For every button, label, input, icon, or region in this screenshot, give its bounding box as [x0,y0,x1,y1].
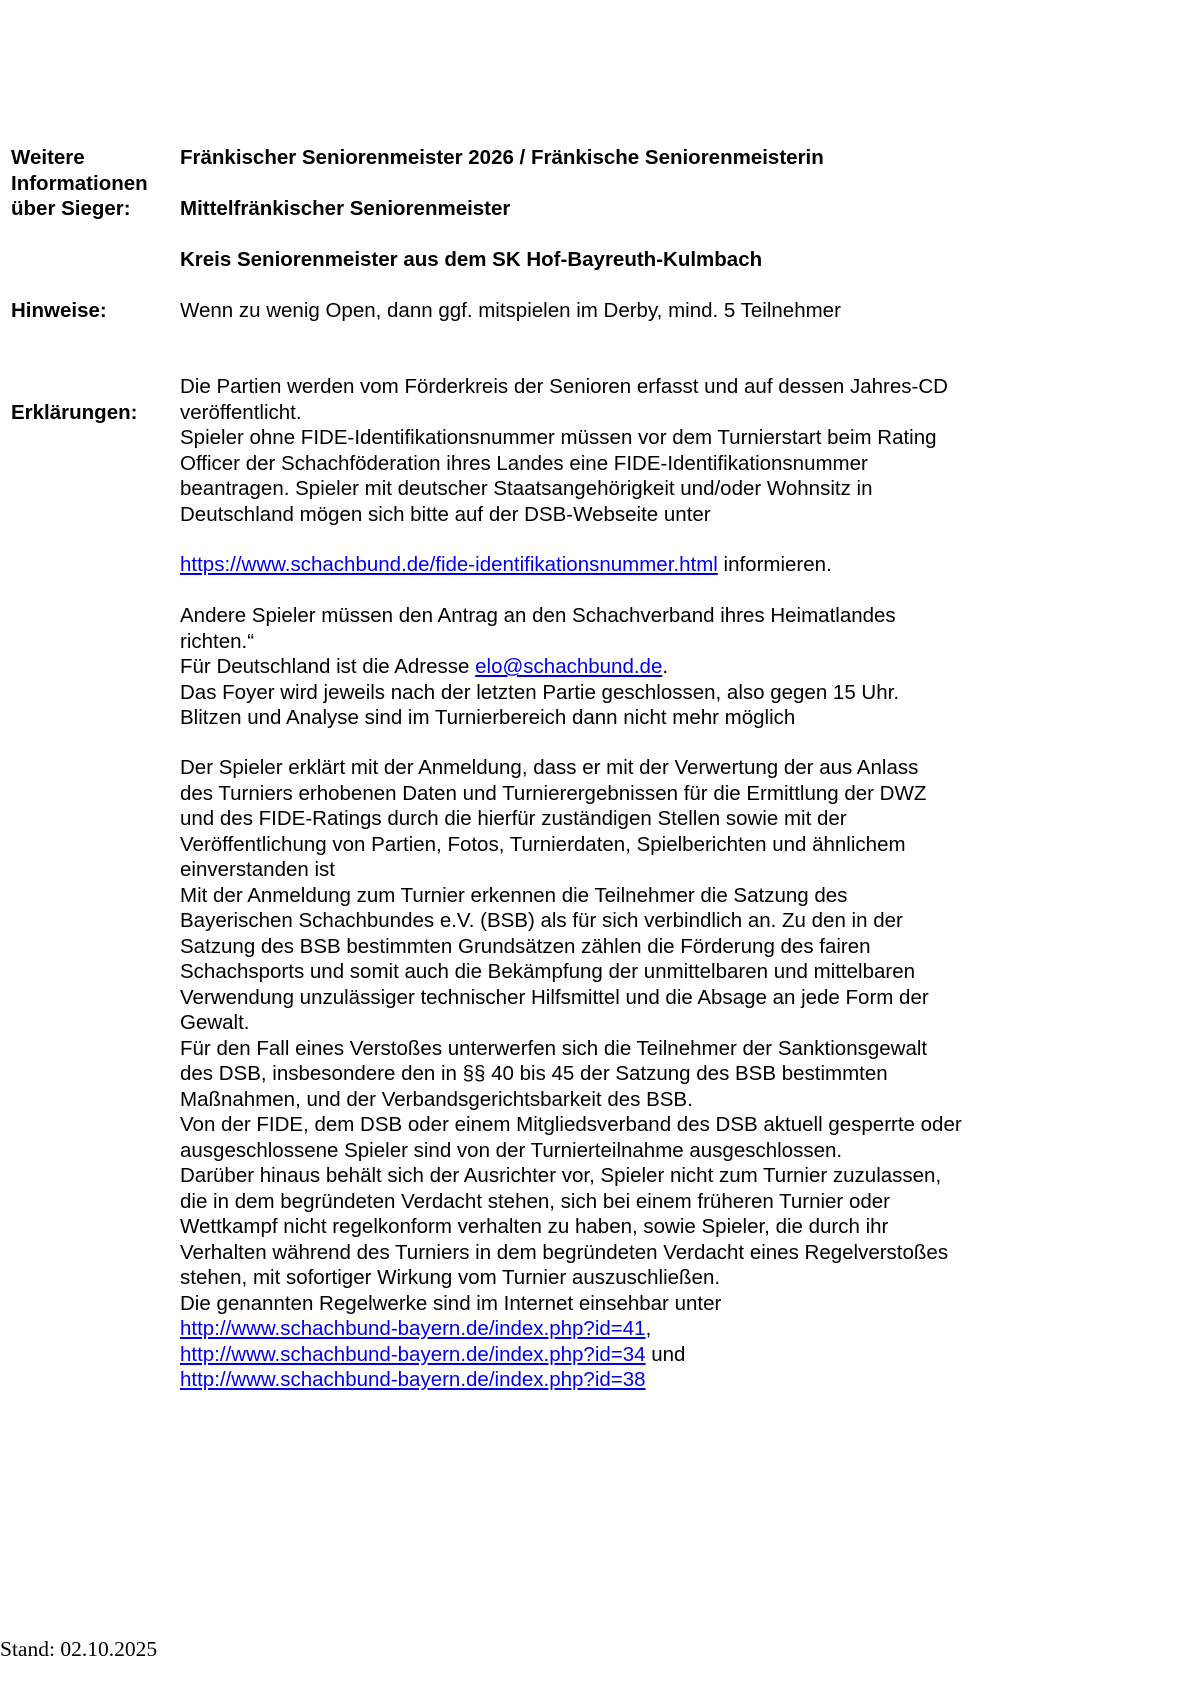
text-line: Der Spieler erklärt mit der Anmeldung, dass er mit der Verwertung der aus Anlass [180,756,919,779]
address-line [180,654,899,680]
text-line: Officer der Schachföderation ihres Landes eine FIDE-Identifikationsnummer [180,451,868,475]
winners-label-line: Informationen [11,171,148,195]
text-line: Schachsports und somit auch die Bekämpfung der unmittelbaren und mittelbaren [180,960,916,983]
fide-id-link[interactable]: https://www.schachbund.de/fide-identifikationsnummer.html [180,553,718,576]
text-line: Maßnahmen, und der Verbandsgerichtsbarkeit des BSB. [180,1087,693,1111]
winners-label-line: über Sieger: [11,197,131,220]
text-line: Spieler ohne FIDE-Identifikationsnummer müssen vor dem Turnierstart beim Rating [180,426,937,449]
fide-link-line [180,552,832,578]
rules-link-41[interactable]: http://www.schachbund-bayern.de/index.php?id=41 [180,1317,646,1340]
text-line: Für den Fall eines Verstoßes unterwerfen sich die Teilnehmer der Sanktionsgewalt [180,1036,928,1060]
text-line: Wettkampf nicht regelkonform verhalten zu haben, sowie Spieler, die durch ihr [180,1215,889,1238]
rules-link-38[interactable]: http://www.schachbund-bayern.de/index.php?id=38 [180,1368,646,1391]
winners-title-2: Mittelfränkischer Seniorenmeister [180,197,511,220]
footer-stand-date: Stand: 02.10.2025 [0,1637,158,1661]
text-line: Die genannten Regelwerke sind im Internet einsehbar unter [180,1291,722,1315]
rule-link-line [180,1367,962,1393]
rule-link-suffix: und [645,1342,686,1366]
explanations-label: Erklärungen: [11,401,138,424]
explanations-paragraph-4 [180,755,962,1393]
text-line: Veröffentlichung von Partien, Fotos, Turnierdaten, Spielberichten und ähnlichem [180,832,906,856]
text-line: Das Foyer wird jeweils nach der letzten Partie geschlossen, also gegen 15 Uhr. [180,680,900,704]
text-line: veröffentlicht. [180,400,302,424]
text-line: richten.“ [180,629,255,653]
hints-label: Hinweise: [11,299,107,322]
text-line: des Turniers erhobenen Daten und Turnierergebnissen für die Ermittlung der DWZ [180,781,927,805]
text-line: Darüber hinaus behält sich der Ausrichter vor, Spieler nicht zum Turnier zuzulassen, [180,1164,942,1187]
text-line: Von der FIDE, dem DSB oder einem Mitgliedsverband des DSB aktuell gesperrte oder [180,1113,962,1136]
winners-title-1: Fränkischer Seniorenmeister 2026 / Fränkische Seniorenmeisterin [180,146,824,169]
text-line: Bayerischen Schachbundes e.V. (BSB) als für sich verbindlich an. Zu den in der [180,909,903,932]
rule-link-line [180,1342,962,1368]
email-link[interactable]: elo@schachbund.de [475,655,663,678]
text-line: ausgeschlossene Spieler sind von der Turnierteilnahme ausgeschlossen. [180,1138,843,1162]
text-line: die in dem begründeten Verdacht stehen, sich bei einem früheren Turnier oder [180,1189,890,1213]
rule-link-suffix: , [645,1317,652,1340]
text-line: beantragen. Spieler mit deutscher Staatsangehörigkeit und/oder Wohnsitz in [180,477,873,500]
text-line: Deutschland mögen sich bitte auf der DSB-Webseite unter [180,502,711,526]
text-line: Andere Spieler müssen den Antrag an den Schachverband ihres Heimatlandes [180,604,896,627]
explanations-paragraph-1 [180,374,948,527]
text-line: Verhalten während des Turniers in dem begründeten Verdacht eines Regelverstoßes [180,1240,949,1264]
rules-link-34[interactable]: http://www.schachbund-bayern.de/index.php?id=34 [180,1342,646,1366]
address-suffix: . [662,655,669,678]
text-line: und des FIDE-Ratings durch die hierfür zuständigen Stellen sowie mit der [180,807,847,830]
hints-text: Wenn zu wenig Open, dann ggf. mitspielen im Derby, mind. 5 Teilnehmer [180,299,841,322]
text-line: des DSB, insbesondere den in §§ 40 bis 45 der Satzung des BSB bestimmten [180,1062,888,1085]
address-prefix: Für Deutschland ist die Adresse [180,655,476,678]
text-line: Die Partien werden vom Förderkreis der Senioren erfasst und auf dessen Jahres-CD [180,375,948,398]
text-line: Blitzen und Analyse sind im Turnierbereich dann nicht mehr möglich [180,706,796,729]
winners-title-3: Kreis Seniorenmeister aus dem SK Hof-Bayreuth-Kulmbach [180,248,763,271]
fide-link-suffix: informieren. [717,553,832,576]
text-line: stehen, mit sofortiger Wirkung vom Turnier auszuschließen. [180,1266,721,1289]
text-line: Satzung des BSB bestimmten Grundsätzen zählen die Förderung des fairen [180,934,871,958]
rule-link-line [180,1316,962,1342]
winners-label-line: Weitere [11,146,85,169]
text-line: Gewalt. [180,1011,250,1034]
explanations-paragraph-3 [180,603,899,731]
text-line: Mit der Anmeldung zum Turnier erkennen die Teilnehmer die Satzung des [180,883,848,907]
text-line: einverstanden ist [180,858,335,881]
winners-label [11,145,148,222]
text-line: Verwendung unzulässiger technischer Hilfsmittel und die Absage an jede Form der [180,985,929,1009]
